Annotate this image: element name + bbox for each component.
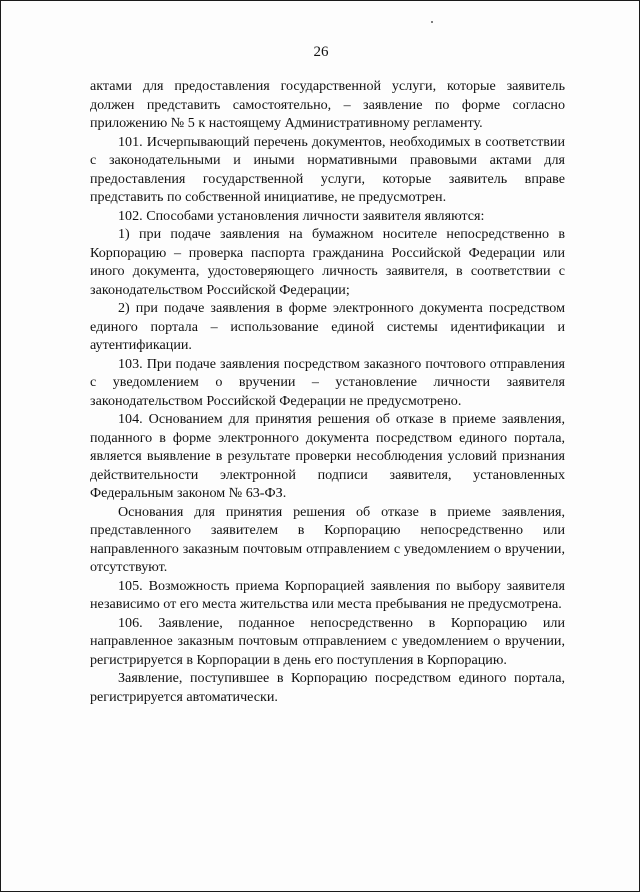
page-number: 26 [313,44,329,60]
paragraph-106: 106. Заявление, поданное непосредственно в Корпорацию или направленное заказным почтовым отправлением с уведомлением о вручении, регистрируется в Корпорации в день его поступления в Корпорацию. [90,614,565,668]
paragraph-102-item-2: 2) при подаче заявления в форме электронного документа посредством единого портала – использование единой системы идентификации и аутентификации. [90,300,565,353]
paragraph-103: 103. При подаче заявления посредством заказного почтового отправления с уведомлением о вручении – установление личности заявителя законодательством Российской Федерации не предусмотрено. [90,355,565,409]
paragraph-intro: актами для предоставления государственной услуги, которые заявитель должен представить самостоятельно, – заявление по форме согласно приложению № 5 к настоящему Административному регламенту. [90,78,565,131]
scan-speck [431,21,433,23]
document-body [90,77,565,706]
paragraph-104: 104. Основанием для принятия решения об отказе в приеме заявления, поданного в форме электронного документа посредством единого портала, является выявление в результате проверки несоблюдения условий признания действительности электронной подписи заявителя, установленных Федеральным законом № 63-ФЗ. [90,411,565,501]
paragraph-104-continued: Основания для принятия решения об отказе в приеме заявления, представленного заявителем в Корпорацию непосредственно или направленного заказным почтовым отправлением с уведомлением о вручении, отсутствуют. [90,503,565,575]
paragraph-106-continued: Заявление, поступившее в Корпорацию посредством единого портала, регистрируется автоматически. [90,670,565,705]
paragraph-102: 102. Способами установления личности заявителя являются: [118,207,485,224]
paragraph-102-item-1: 1) при подаче заявления на бумажном носителе непосредственно в Корпорацию – проверка паспорта гражданина Российской Федерации или иного документа, удостоверяющего личность заявителя, в соответствии с законодательством Российской Федерации; [90,226,565,298]
paragraph-105: 105. Возможность приема Корпорацией заявления по выбору заявителя независимо от его места жительства или места пребывания не предусмотрена. [90,577,565,612]
paragraph-101: 101. Исчерпывающий перечень документов, необходимых в соответствии с законодательными и иными нормативными правовыми актами для предоставления государственной услуги, которые заявитель вправе представить по собственной инициативе, не предусмотрен. [90,133,565,205]
